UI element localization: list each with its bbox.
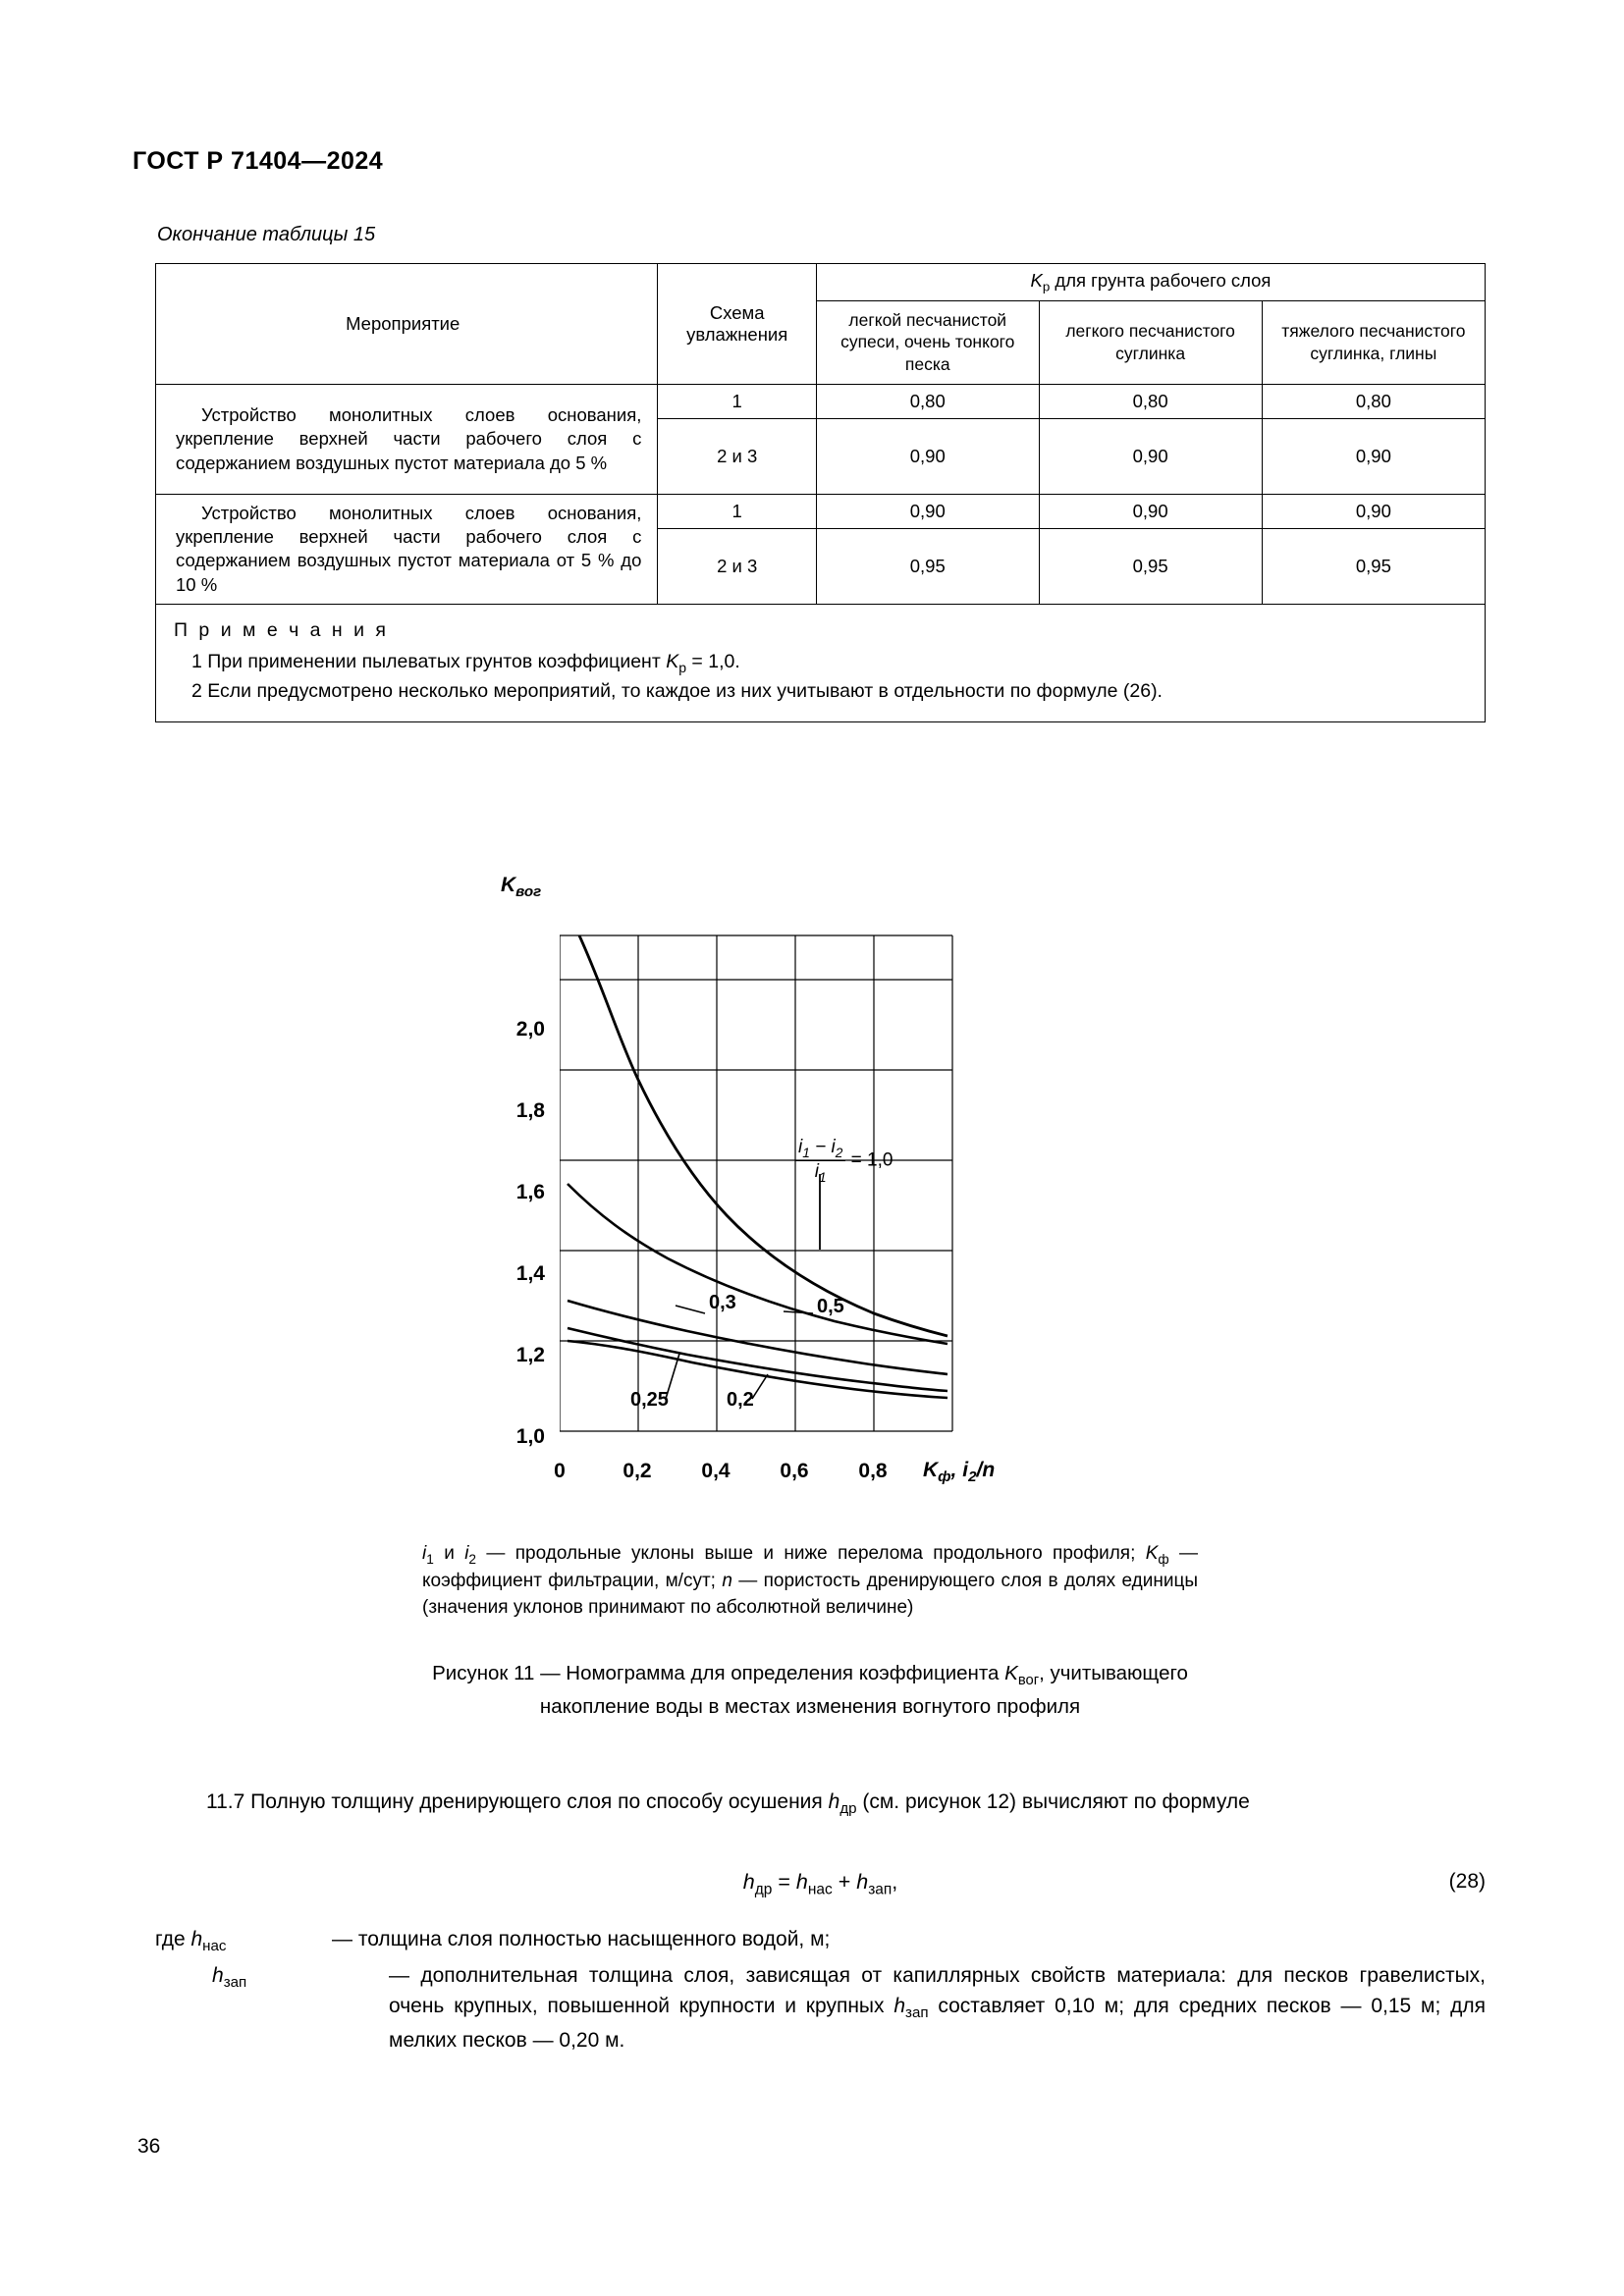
y-tick-1-4: 1,4: [515, 1262, 545, 1285]
row-value-1b-2: 0,90: [1039, 418, 1262, 494]
y-tick-1-0: 1,0: [515, 1425, 545, 1448]
curve-0-3: [568, 1301, 947, 1374]
row-measure-1: [156, 384, 658, 494]
row-value-1a-1: 0,80: [816, 384, 1039, 418]
page-number: 36: [137, 2135, 161, 2158]
notes-title: П р и м е ч а н и я: [174, 618, 389, 641]
row-value-2b-3: 0,95: [1262, 528, 1485, 604]
paragraph-11-7-text: 11.7 Полную толщину дренирующего слоя по способу осушения $h_{др}$ (см. рисунок 12) вычисляют по формуле: [206, 1790, 1250, 1818]
header-soil-3: тяжелого песчанистого суглинка, глины: [1262, 300, 1485, 384]
row-value-2a-2: 0,90: [1039, 494, 1262, 528]
definition-row: [155, 1924, 1486, 1958]
row-value-2b-1: 0,95: [816, 528, 1039, 604]
header-measure: Мероприятие: [156, 264, 658, 385]
leader-0-2: [752, 1374, 768, 1399]
row-scheme-2a: 1: [658, 494, 817, 528]
formula-28-text: $h_{др} = h_{нас} + h_{зап}$,: [742, 1870, 898, 1898]
row-value-2b-2: 0,95: [1039, 528, 1262, 604]
table-notes-row: [156, 604, 1486, 721]
coefficient-table: [155, 263, 1486, 722]
ratio-fraction: [795, 1137, 845, 1185]
header-scheme: [658, 264, 817, 385]
y-tick-1-2: 1,2: [515, 1344, 545, 1366]
leader-0-3: [676, 1306, 705, 1313]
curve-label-0-3: 0,3: [709, 1292, 736, 1313]
ratio-annotation: [795, 1137, 893, 1185]
notes-item-1: 1 При применении пылеватых грунтов коэффициент $K_р = 1,0$.: [191, 651, 740, 676]
row-scheme-2b: 2 и 3: [658, 528, 817, 604]
header-scheme-label: Схема увлажнения: [686, 301, 788, 345]
row-measure-2-text: Устройство монолитных слоев основания, укрепление верхней части рабочего слоя с содержанием воздушных пустот материала от 5 % до 10 %: [176, 502, 642, 595]
table-notes: [156, 604, 1486, 721]
table-row: [156, 384, 1486, 418]
row-measure-1-text: Устройство монолитных слоев основания, укрепление верхней части рабочего слоя с содержанием воздушных пустот материала до 5 %: [176, 403, 642, 473]
curve-1-0: [579, 935, 947, 1336]
axis-x-label: $K_ф$, $i_2/n$: [923, 1459, 996, 1486]
chart-plot-area: [560, 921, 1051, 1480]
table-row: [156, 494, 1486, 528]
x-tick-0-2: 0,2: [623, 1460, 652, 1482]
definition-term-1: где $h_{нас}$: [155, 1928, 227, 1955]
row-value-1b-3: 0,90: [1262, 418, 1485, 494]
row-value-1b-1: 0,90: [816, 418, 1039, 494]
curve-label-0-5: 0,5: [817, 1296, 844, 1317]
ratio-denominator: $i_1$: [795, 1160, 845, 1185]
definition-desc-2: — дополнительная толщина слоя, зависящая от капиллярных свойств материала: для песков гравелистых, очень крупных, повышенной крупности и крупных $h_{зап}$ составляет 0,10 м; для средних песков — 0,15 м; для мелких песков — 0,20 м.: [389, 1963, 1486, 2053]
formula-28: [155, 1870, 1486, 1898]
definition-desc-1: — толщина слоя полностью насыщенного водой, м;: [332, 1928, 831, 1950]
row-value-1a-2: 0,80: [1039, 384, 1262, 418]
definition-row: [155, 1960, 1486, 2056]
x-tick-0-8: 0,8: [858, 1460, 888, 1482]
figure-caption: [393, 1659, 1227, 1721]
definition-term-2: $h_{зап}$: [212, 1963, 247, 1992]
header-soil-1: легкой песчанистой супеси, очень тонкого песка: [816, 300, 1039, 384]
x-tick-0-4: 0,4: [701, 1460, 731, 1482]
figure-caption-text: Рисунок 11 — Номограмма для определения коэффициента $K_{вог}$, учитывающего накопление воды в местах изменения вогнутого профиля: [432, 1662, 1188, 1718]
y-tick-1-6: 1,6: [515, 1181, 545, 1203]
x-tick-0-6: 0,6: [780, 1460, 809, 1482]
figure-legend-text: $i_1$ и $i_2$ — продольные уклоны выше и ниже перелома продольного профиля; $K_ф$ — коэффициент фильтрации, м/сут; n — пористость дренирующего слоя в долях единицы (значения уклонов принимают по абсолютной величине): [422, 1543, 1199, 1618]
formula-definitions: [155, 1924, 1486, 2058]
x-tick-0: 0: [554, 1460, 566, 1482]
row-value-2a-1: 0,90: [816, 494, 1039, 528]
leader-0-5: [784, 1311, 813, 1313]
page-header: ГОСТ Р 71404—2024: [133, 147, 384, 175]
row-value-1a-3: 0,80: [1262, 384, 1485, 418]
curve-label-0-2: 0,2: [727, 1389, 754, 1411]
y-tick-2-0: 2,0: [515, 1018, 545, 1041]
axis-y-label: $K_{вог}$: [501, 874, 542, 901]
header-soil-2: легкого песчанистого суглинка: [1039, 300, 1262, 384]
row-measure-2: [156, 494, 658, 604]
table-caption: Окончание таблицы 15: [157, 224, 376, 245]
row-scheme-1b: 2 и 3: [658, 418, 817, 494]
paragraph-11-7: [155, 1787, 1486, 1821]
figure-11: [412, 874, 1218, 1502]
formula-28-number: (28): [1448, 1870, 1486, 1893]
row-value-2a-3: 0,90: [1262, 494, 1485, 528]
notes-item-2: 2 Если предусмотрено несколько мероприятий, то каждое из них учитывают в отдельности по формуле (26).: [191, 680, 1163, 703]
y-tick-1-8: 1,8: [515, 1099, 545, 1122]
ratio-value: = 1,0: [850, 1149, 893, 1171]
table-header-row-1: [156, 264, 1486, 301]
header-kp-group: $K_р$ для грунта рабочего слоя: [816, 264, 1485, 301]
figure-legend: [422, 1541, 1198, 1621]
curve-label-0-25: 0,25: [630, 1389, 669, 1411]
curve-0-25: [568, 1328, 947, 1391]
ratio-numerator: $i_1 - i_2$: [798, 1137, 843, 1160]
row-scheme-1a: 1: [658, 384, 817, 418]
